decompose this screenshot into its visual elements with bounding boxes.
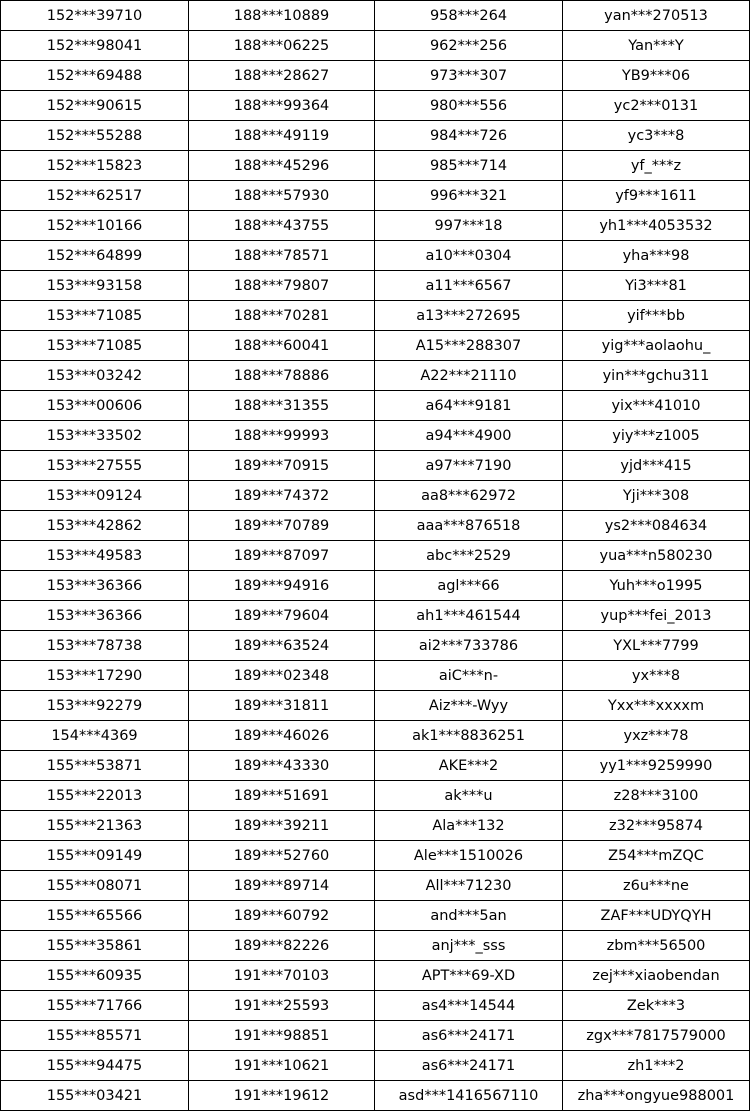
table-row <box>1 541 750 571</box>
table-cell: ak***u <box>375 781 563 811</box>
table-cell: 152***10166 <box>1 211 189 241</box>
table-cell: 153***17290 <box>1 661 189 691</box>
table-cell: 189***31811 <box>189 691 375 721</box>
table-cell: yf9***1611 <box>563 181 750 211</box>
table-row <box>1 601 750 631</box>
table-cell: z28***3100 <box>563 781 750 811</box>
table-cell: 188***79807 <box>189 271 375 301</box>
table-cell: 152***39710 <box>1 1 189 31</box>
table-cell: yh1***4053532 <box>563 211 750 241</box>
table-cell: aa8***62972 <box>375 481 563 511</box>
table-cell: yan***270513 <box>563 1 750 31</box>
table-row <box>1 901 750 931</box>
table-cell: 155***53871 <box>1 751 189 781</box>
table-cell: 153***78738 <box>1 631 189 661</box>
table-body <box>1 1 750 1111</box>
table-cell: 191***25593 <box>189 991 375 1021</box>
table-cell: as6***24171 <box>375 1051 563 1081</box>
table-cell: yix***41010 <box>563 391 750 421</box>
table-cell: 189***70915 <box>189 451 375 481</box>
table-cell: 155***21363 <box>1 811 189 841</box>
table-cell: 189***39211 <box>189 811 375 841</box>
table-row <box>1 1021 750 1051</box>
table-cell: 189***87097 <box>189 541 375 571</box>
table-cell: Yuh***o1995 <box>563 571 750 601</box>
table-cell: yy1***9259990 <box>563 751 750 781</box>
table-row <box>1 781 750 811</box>
table-cell: Aiz***-Wyy <box>375 691 563 721</box>
table-cell: ah1***461544 <box>375 601 563 631</box>
table-cell: 191***70103 <box>189 961 375 991</box>
table-cell: asd***1416567110 <box>375 1081 563 1111</box>
table-cell: 189***74372 <box>189 481 375 511</box>
table-cell: 155***35861 <box>1 931 189 961</box>
table-cell: AKE***2 <box>375 751 563 781</box>
table-cell: 189***43330 <box>189 751 375 781</box>
table-cell: 153***00606 <box>1 391 189 421</box>
table-cell: 152***62517 <box>1 181 189 211</box>
table-cell: a64***9181 <box>375 391 563 421</box>
table-cell: abc***2529 <box>375 541 563 571</box>
table-cell: and***5an <box>375 901 563 931</box>
table-cell: agl***66 <box>375 571 563 601</box>
table-cell: a94***4900 <box>375 421 563 451</box>
table-row <box>1 391 750 421</box>
table-cell: 188***78886 <box>189 361 375 391</box>
table-row <box>1 241 750 271</box>
table-cell: yiy***z1005 <box>563 421 750 451</box>
table-cell: a97***7190 <box>375 451 563 481</box>
table-cell: 153***09124 <box>1 481 189 511</box>
table-cell: 153***33502 <box>1 421 189 451</box>
table-cell: YXL***7799 <box>563 631 750 661</box>
table-row <box>1 91 750 121</box>
table-row <box>1 271 750 301</box>
table-row <box>1 181 750 211</box>
table-cell: Yi3***81 <box>563 271 750 301</box>
table-row <box>1 931 750 961</box>
table-cell: Yxx***xxxxm <box>563 691 750 721</box>
table-cell: 153***27555 <box>1 451 189 481</box>
table-cell: aaa***876518 <box>375 511 563 541</box>
table-cell: 153***49583 <box>1 541 189 571</box>
table-cell: 189***63524 <box>189 631 375 661</box>
table-cell: 153***92279 <box>1 691 189 721</box>
table-cell: 189***46026 <box>189 721 375 751</box>
table-cell: 980***556 <box>375 91 563 121</box>
table-cell: 189***94916 <box>189 571 375 601</box>
table-row <box>1 1081 750 1111</box>
table-row <box>1 421 750 451</box>
table-cell: 191***19612 <box>189 1081 375 1111</box>
table-cell: A15***288307 <box>375 331 563 361</box>
table-cell: 188***06225 <box>189 31 375 61</box>
table-cell: 188***57930 <box>189 181 375 211</box>
table-row <box>1 121 750 151</box>
table-cell: 152***90615 <box>1 91 189 121</box>
table-row <box>1 961 750 991</box>
table-cell: yua***n580230 <box>563 541 750 571</box>
table-cell: 153***93158 <box>1 271 189 301</box>
table-cell: yup***fei_2013 <box>563 601 750 631</box>
table-row <box>1 481 750 511</box>
table-cell: 188***78571 <box>189 241 375 271</box>
table-cell: 188***43755 <box>189 211 375 241</box>
table-row <box>1 211 750 241</box>
table-cell: 188***99364 <box>189 91 375 121</box>
table-cell: 996***321 <box>375 181 563 211</box>
table-row <box>1 991 750 1021</box>
table-cell: z6u***ne <box>563 871 750 901</box>
table-cell: 155***94475 <box>1 1051 189 1081</box>
table-cell: YB9***06 <box>563 61 750 91</box>
table-cell: 153***71085 <box>1 301 189 331</box>
table-cell: 189***89714 <box>189 871 375 901</box>
table-cell: 973***307 <box>375 61 563 91</box>
table-cell: yig***aolaohu_ <box>563 331 750 361</box>
table-row <box>1 451 750 481</box>
table-cell: 152***69488 <box>1 61 189 91</box>
table-cell: 189***52760 <box>189 841 375 871</box>
table-cell: as6***24171 <box>375 1021 563 1051</box>
table-cell: zej***xiaobendan <box>563 961 750 991</box>
table-row <box>1 61 750 91</box>
table-cell: Yan***Y <box>563 31 750 61</box>
table-cell: 188***28627 <box>189 61 375 91</box>
table-cell: 984***726 <box>375 121 563 151</box>
table-row <box>1 1 750 31</box>
table-cell: 189***82226 <box>189 931 375 961</box>
table-row <box>1 721 750 751</box>
table-cell: a13***272695 <box>375 301 563 331</box>
table-cell: Yji***308 <box>563 481 750 511</box>
table-row <box>1 151 750 181</box>
table-row <box>1 751 750 781</box>
table-cell: yx***8 <box>563 661 750 691</box>
table-row <box>1 841 750 871</box>
table-cell: Ale***1510026 <box>375 841 563 871</box>
table-row <box>1 871 750 901</box>
table-cell: 153***42862 <box>1 511 189 541</box>
table-row <box>1 511 750 541</box>
table-cell: 188***99993 <box>189 421 375 451</box>
table-cell: ys2***084634 <box>563 511 750 541</box>
table-cell: zbm***56500 <box>563 931 750 961</box>
table-cell: 153***71085 <box>1 331 189 361</box>
table-cell: aiC***n- <box>375 661 563 691</box>
table-cell: 189***51691 <box>189 781 375 811</box>
table-cell: a11***6567 <box>375 271 563 301</box>
table-cell: 188***70281 <box>189 301 375 331</box>
table-cell: 152***15823 <box>1 151 189 181</box>
table-cell: 155***85571 <box>1 1021 189 1051</box>
table-cell: 155***71766 <box>1 991 189 1021</box>
table-row <box>1 571 750 601</box>
table-cell: yc3***8 <box>563 121 750 151</box>
table-cell: ai2***733786 <box>375 631 563 661</box>
table-cell: 155***09149 <box>1 841 189 871</box>
table-row <box>1 361 750 391</box>
table-cell: 153***36366 <box>1 571 189 601</box>
table-cell: as4***14544 <box>375 991 563 1021</box>
table-row <box>1 811 750 841</box>
table-cell: zh1***2 <box>563 1051 750 1081</box>
table-cell: yc2***0131 <box>563 91 750 121</box>
table-cell: Ala***132 <box>375 811 563 841</box>
table-cell: 189***02348 <box>189 661 375 691</box>
table-cell: 191***98851 <box>189 1021 375 1051</box>
table-cell: Z54***mZQC <box>563 841 750 871</box>
table-cell: yjd***415 <box>563 451 750 481</box>
table-cell: zgx***7817579000 <box>563 1021 750 1051</box>
table-cell: 188***60041 <box>189 331 375 361</box>
table-row <box>1 31 750 61</box>
table-cell: 152***64899 <box>1 241 189 271</box>
table-cell: 155***65566 <box>1 901 189 931</box>
table-cell: ak1***8836251 <box>375 721 563 751</box>
table-cell: 155***03421 <box>1 1081 189 1111</box>
table-cell: 191***10621 <box>189 1051 375 1081</box>
table-cell: 958***264 <box>375 1 563 31</box>
table-cell: zha***ongyue988001 <box>563 1081 750 1111</box>
table-cell: z32***95874 <box>563 811 750 841</box>
table-cell: yxz***78 <box>563 721 750 751</box>
table-cell: yif***bb <box>563 301 750 331</box>
table-cell: a10***0304 <box>375 241 563 271</box>
table-row <box>1 301 750 331</box>
table-cell: yha***98 <box>563 241 750 271</box>
table-cell: All***71230 <box>375 871 563 901</box>
table-cell: 153***03242 <box>1 361 189 391</box>
table-cell: 962***256 <box>375 31 563 61</box>
table-cell: 152***55288 <box>1 121 189 151</box>
table-cell: 155***22013 <box>1 781 189 811</box>
table-cell: 189***60792 <box>189 901 375 931</box>
table-cell: 154***4369 <box>1 721 189 751</box>
table-cell: 985***714 <box>375 151 563 181</box>
table-row <box>1 631 750 661</box>
table-cell: 189***70789 <box>189 511 375 541</box>
table-cell: ZAF***UDYQYH <box>563 901 750 931</box>
table-cell: 188***31355 <box>189 391 375 421</box>
table-cell: 155***08071 <box>1 871 189 901</box>
table-cell: Zek***3 <box>563 991 750 1021</box>
table-cell: APT***69-XD <box>375 961 563 991</box>
table-row <box>1 1051 750 1081</box>
table-cell: 188***49119 <box>189 121 375 151</box>
table-cell: 997***18 <box>375 211 563 241</box>
table-cell: A22***21110 <box>375 361 563 391</box>
table-cell: 153***36366 <box>1 601 189 631</box>
table-cell: 152***98041 <box>1 31 189 61</box>
table-cell: yf_***z <box>563 151 750 181</box>
table-row <box>1 331 750 361</box>
table-cell: yin***gchu311 <box>563 361 750 391</box>
table-cell: 188***10889 <box>189 1 375 31</box>
table-cell: anj***_sss <box>375 931 563 961</box>
table-cell: 188***45296 <box>189 151 375 181</box>
table-row <box>1 691 750 721</box>
table-cell: 189***79604 <box>189 601 375 631</box>
table-cell: 155***60935 <box>1 961 189 991</box>
table-row <box>1 661 750 691</box>
